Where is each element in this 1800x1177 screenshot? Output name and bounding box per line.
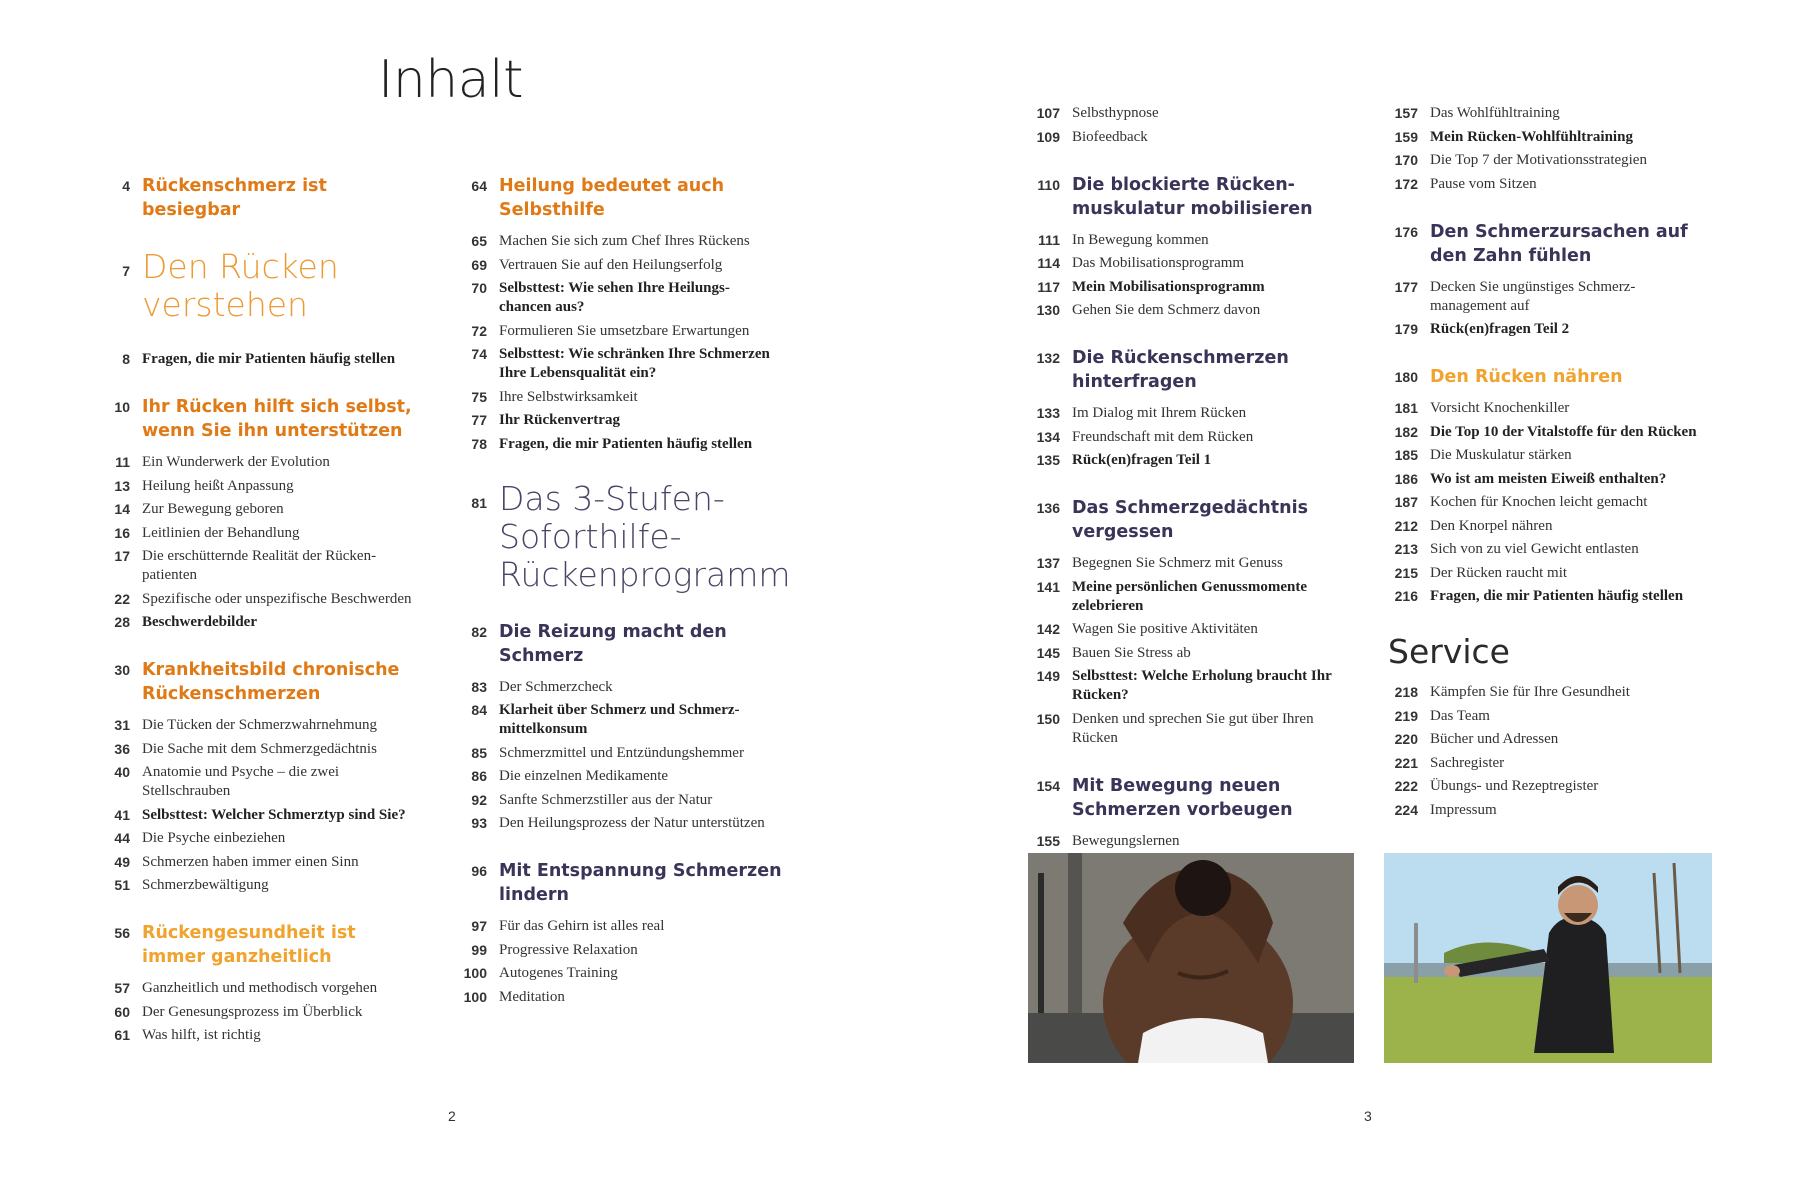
toc-entry	[1388, 540, 1718, 559]
chapter-title: Den Rücken verstehen	[142, 247, 339, 324]
toc-section	[457, 174, 797, 454]
entry-page-number: 78	[471, 435, 487, 452]
entry-title: Der Schmerzcheck	[499, 678, 613, 695]
entry-title: Freundschaft mit dem Rücken	[1072, 428, 1254, 445]
entry-page-number: 70	[471, 280, 487, 296]
entry-page-number: 13	[114, 477, 130, 494]
toc-entry	[457, 701, 797, 739]
entry-page-number: 93	[471, 815, 487, 831]
toc-entry	[457, 256, 797, 275]
entry-title: Selbsthypnose	[1072, 105, 1159, 121]
chapter-page-number: 110	[1037, 176, 1060, 193]
toc-entry	[100, 716, 420, 735]
entry-title: In Bewegung kommen	[1072, 231, 1209, 248]
entry-title: Meine persönlichen Genussmomente zelebrieren	[1072, 578, 1307, 614]
toc-entry	[1030, 832, 1360, 851]
toc-entry	[1388, 446, 1718, 465]
toc-chapter-heading	[100, 395, 420, 443]
toc-entry	[1388, 754, 1718, 773]
entry-page-number: 149	[1036, 668, 1060, 684]
entry-page-number: 41	[114, 806, 130, 823]
entry-page-number: 142	[1036, 621, 1060, 637]
toc-entry	[1388, 175, 1718, 194]
entry-page-number: 16	[114, 524, 130, 541]
entry-title: Ihre Selbstwirksamkeit	[499, 388, 638, 405]
entry-page-number: 75	[471, 388, 487, 405]
entry-page-number: 69	[471, 256, 487, 273]
entry-title: Die einzelnen Medikamente	[499, 768, 669, 784]
toc-section	[100, 248, 420, 324]
entry-page-number: 181	[1394, 400, 1418, 416]
toc-entry	[457, 988, 797, 1007]
entry-title: Pause vom Sitzen	[1430, 175, 1537, 192]
entry-page-number: 65	[471, 233, 487, 249]
toc-entry	[1388, 564, 1718, 583]
entry-page-number: 86	[471, 768, 487, 784]
toc-entry	[457, 345, 797, 383]
toc-entry	[100, 613, 420, 632]
toc-entry	[457, 941, 797, 960]
toc-chapter-heading	[100, 658, 420, 706]
toc-entry	[1030, 231, 1360, 250]
entry-title: Der Genesungsprozess im Überblick	[142, 1003, 363, 1020]
chapter-title: Die blockierte Rücken- muskulatur mobilisieren	[1072, 174, 1313, 219]
entry-title: Machen Sie sich zum Chef Ihres Rückens	[499, 233, 750, 249]
toc-entry	[457, 678, 797, 697]
entry-title: Sanfte Schmerzstiller aus der Natur	[499, 791, 713, 808]
entry-page-number: 14	[114, 501, 130, 517]
toc-entry	[100, 829, 420, 848]
entry-page-number: 170	[1394, 152, 1418, 168]
toc-entry	[1388, 517, 1718, 536]
entry-page-number: 17	[114, 548, 130, 564]
chapter-page-number: 64	[471, 178, 487, 194]
entry-title: Was hilft, ist richtig	[142, 1027, 261, 1043]
entry-page-number: 28	[114, 614, 130, 630]
toc-entry	[1030, 428, 1360, 447]
entry-page-number: 221	[1394, 754, 1418, 771]
entry-page-number: 44	[114, 830, 130, 846]
toc-chapter-heading	[457, 620, 797, 668]
chapter-title: Die Rückenschmerzen hinterfragen	[1072, 348, 1289, 392]
toc-entry	[100, 1026, 420, 1045]
toc-chapter-heading	[100, 248, 420, 324]
toc-entry	[1030, 104, 1360, 123]
entry-title: Kämpfen Sie für Ihre Gesundheit	[1430, 684, 1630, 700]
toc-entry	[1388, 777, 1718, 796]
entry-page-number: 61	[114, 1027, 130, 1043]
entry-title: Vorsicht Knochenkiller	[1430, 400, 1570, 416]
chapter-page-number: 176	[1394, 223, 1418, 240]
entry-title: Den Knorpel nähren	[1430, 517, 1553, 534]
toc-entry	[1388, 730, 1718, 749]
toc-entry	[1030, 710, 1360, 748]
entry-page-number: 40	[114, 764, 130, 780]
toc-entry	[457, 411, 797, 430]
toc-entry	[100, 547, 420, 585]
entry-page-number: 150	[1036, 710, 1060, 727]
toc-entry	[457, 767, 797, 786]
entry-title: Fragen, die mir Patienten häufig stellen	[499, 435, 753, 452]
entry-page-number: 187	[1394, 494, 1418, 510]
toc-column-4	[1388, 104, 1718, 846]
chapter-title: Krankheitsbild chronische Rückenschmerzen	[142, 660, 400, 704]
toc-chapter-heading	[100, 921, 420, 969]
entry-title: Ganzheitlich und methodisch vorgehen	[142, 980, 378, 996]
entry-page-number: 179	[1394, 321, 1418, 337]
entry-page-number: 36	[114, 740, 130, 757]
entry-title: Bauen Sie Stress ab	[1072, 644, 1191, 661]
toc-column-2	[457, 174, 797, 1033]
entry-title: Rück(en)fragen Teil 2	[1430, 321, 1570, 337]
entry-page-number: 114	[1037, 255, 1060, 271]
entry-title: Zur Bewegung geboren	[142, 501, 284, 517]
toc-section	[457, 620, 797, 834]
entry-page-number: 92	[471, 791, 487, 808]
toc-section	[1388, 365, 1718, 606]
entry-title: Wo ist am meisten Eiweiß enthalten?	[1430, 470, 1667, 487]
entry-title: Das Wohlfühltraining	[1430, 105, 1560, 121]
toc-section	[1030, 774, 1360, 851]
entry-page-number: 83	[471, 678, 487, 695]
toc-entry	[457, 917, 797, 936]
toc-entry	[1388, 151, 1718, 170]
entry-title: Die Top 7 der Motivationsstrategien	[1430, 152, 1647, 168]
entry-page-number: 100	[463, 988, 487, 1005]
toc-entry	[1030, 278, 1360, 297]
entry-page-number: 186	[1394, 470, 1418, 487]
chapter-page-number: 96	[471, 863, 487, 879]
toc-entry	[457, 279, 797, 317]
chapter-page-number: 10	[114, 399, 130, 415]
toc-entry	[457, 388, 797, 407]
entry-title: Progressive Relaxation	[499, 941, 638, 958]
entry-page-number: 74	[471, 346, 487, 362]
toc-entry	[100, 853, 420, 872]
entry-title: Die Sache mit dem Schmerzgedächtnis	[142, 740, 377, 757]
chapter-title: Ihr Rücken hilft sich selbst, wenn Sie ihn unterstützen	[142, 397, 412, 441]
page-number-right: 3	[1364, 1108, 1372, 1124]
entry-page-number: 84	[471, 702, 487, 718]
entry-page-number: 57	[114, 980, 130, 996]
toc-section	[100, 921, 420, 1045]
entry-title: Bewegungslernen	[1072, 832, 1180, 849]
entry-title: Die Top 10 der Vitalstoffe für den Rücken	[1430, 423, 1697, 440]
entry-title: Denken und sprechen Sie gut über Ihren Rücken	[1072, 710, 1314, 746]
toc-entry	[100, 453, 420, 472]
toc-entry	[457, 744, 797, 763]
entry-title: Übungs- und Rezeptregister	[1430, 778, 1599, 794]
entry-page-number: 134	[1036, 428, 1060, 445]
entry-title: Heilung heißt Anpassung	[142, 477, 294, 494]
entry-title: Fragen, die mir Patienten häufig stellen	[142, 351, 396, 367]
photo-man-stretching-outdoors	[1384, 853, 1712, 1063]
entry-page-number: 117	[1037, 278, 1060, 295]
entry-page-number: 220	[1394, 731, 1418, 747]
toc-entry	[1388, 683, 1718, 702]
toc-entry	[1030, 578, 1360, 616]
entry-page-number: 141	[1036, 578, 1060, 595]
toc-section	[457, 859, 797, 1007]
entry-title: Die Tücken der Schmerzwahrnehmung	[142, 717, 378, 733]
toc-entry	[100, 740, 420, 759]
entry-title: Die Muskulatur stärken	[1430, 447, 1572, 463]
entry-page-number: 135	[1036, 452, 1060, 468]
entry-title: Spezifische oder unspezifische Beschwerden	[142, 590, 412, 607]
entry-title: Gehen Sie dem Schmerz davon	[1072, 302, 1261, 318]
entry-title: Ihr Rückenvertrag	[499, 412, 620, 428]
entry-title: Decken Sie ungünstiges Schmerz- management auf	[1430, 278, 1636, 314]
chapter-page-number: 81	[471, 494, 487, 511]
chapter-page-number: 30	[114, 662, 130, 678]
entry-page-number: 185	[1394, 447, 1418, 463]
toc-entry	[100, 806, 420, 825]
entry-page-number: 130	[1036, 302, 1060, 318]
chapter-page-number: 4	[122, 178, 130, 194]
entry-title: Die Psyche einbeziehen	[142, 830, 286, 846]
entry-page-number: 72	[471, 322, 487, 339]
toc-entry	[100, 477, 420, 496]
entry-page-number: 22	[114, 590, 130, 607]
entry-title: Biofeedback	[1072, 128, 1148, 145]
entry-title: Kochen für Knochen leicht gemacht	[1430, 494, 1648, 510]
toc-entry	[457, 964, 797, 983]
toc-entry	[1388, 399, 1718, 418]
toc-section	[100, 395, 420, 632]
entry-title: Das Team	[1430, 707, 1490, 724]
toc-section	[1030, 496, 1360, 748]
entry-title: Wagen Sie positive Aktivitäten	[1072, 621, 1258, 637]
toc-chapter-heading	[457, 859, 797, 907]
toc-entry	[457, 232, 797, 251]
chapter-page-number: 154	[1036, 777, 1060, 794]
entry-title: Vertrauen Sie auf den Heilungserfolg	[499, 256, 723, 273]
toc-entry	[100, 763, 420, 801]
toc-entry	[1388, 587, 1718, 606]
entry-page-number: 177	[1394, 278, 1418, 295]
entry-page-number: 85	[471, 744, 487, 761]
entry-title: Rück(en)fragen Teil 1	[1072, 452, 1212, 468]
chapter-title: Heilung bedeutet auch Selbsthilfe	[499, 176, 725, 220]
entry-page-number: 212	[1394, 517, 1418, 534]
toc-entry	[1030, 620, 1360, 639]
entry-page-number: 133	[1036, 405, 1060, 421]
entry-title: Sachregister	[1430, 754, 1505, 771]
entry-page-number: 157	[1394, 105, 1418, 121]
toc-entry	[1030, 301, 1360, 320]
entry-page-number: 172	[1394, 175, 1418, 192]
toc-entry	[1388, 801, 1718, 820]
entry-title: Bücher und Adressen	[1430, 731, 1559, 747]
entry-title: Mein Rücken-Wohlfühltraining	[1430, 128, 1633, 145]
entry-page-number: 51	[114, 877, 130, 893]
entry-title: Klarheit über Schmerz und Schmerz- mittelkonsum	[499, 702, 740, 737]
entry-page-number: 137	[1036, 555, 1060, 571]
chapter-title: Den Schmerzursachen auf den Zahn fühlen	[1430, 221, 1688, 266]
entry-page-number: 219	[1394, 707, 1418, 724]
entry-title: Beschwerdebilder	[142, 614, 257, 630]
entry-title: Schmerzen haben immer einen Sinn	[142, 853, 359, 870]
toc-chapter-heading	[457, 174, 797, 222]
chapter-page-number: 136	[1036, 500, 1060, 516]
chapter-page-number: 180	[1394, 369, 1418, 385]
toc-entry	[1388, 423, 1718, 442]
toc-entry	[1030, 404, 1360, 423]
toc-section	[1030, 104, 1360, 147]
page-title: Inhalt	[378, 50, 523, 110]
entry-page-number: 218	[1394, 684, 1418, 700]
chapter-title: Mit Entspannung Schmerzen lindern	[499, 861, 782, 905]
toc-entry	[100, 350, 420, 369]
entry-page-number: 111	[1038, 231, 1060, 248]
toc-entry	[1388, 493, 1718, 512]
entry-page-number: 97	[471, 918, 487, 934]
entry-title: Schmerzmittel und Entzündungshemmer	[499, 744, 744, 761]
toc-section	[100, 350, 420, 369]
chapter-page-number: 56	[114, 925, 130, 941]
toc-chapter-heading	[1030, 346, 1360, 394]
entry-page-number: 31	[114, 717, 130, 733]
entry-title: Selbsttest: Welcher Schmerztyp sind Sie?	[142, 806, 406, 823]
service-heading: Service	[1388, 632, 1510, 671]
entry-title: Begegnen Sie Schmerz mit Genuss	[1072, 555, 1283, 571]
chapter-title: Die Reizung macht den Schmerz	[499, 621, 727, 666]
toc-entry	[1030, 667, 1360, 705]
toc-section	[1388, 104, 1718, 194]
entry-page-number: 222	[1394, 778, 1418, 794]
entry-title: Fragen, die mir Patienten häufig stellen	[1430, 588, 1684, 604]
toc-section	[100, 174, 420, 222]
toc-chapter-heading	[1388, 220, 1718, 268]
toc-column-3	[1030, 104, 1360, 877]
chapter-title: Den Rücken nähren	[1430, 367, 1623, 387]
toc-entry	[1388, 278, 1718, 316]
entry-page-number: 216	[1394, 588, 1418, 604]
entry-title: Formulieren Sie umsetzbare Erwartungen	[499, 322, 750, 339]
entry-title: Leitlinien der Behandlung	[142, 524, 300, 541]
entry-page-number: 182	[1394, 423, 1418, 440]
toc-chapter-heading	[100, 174, 420, 222]
entry-title: Selbsttest: Welche Erholung braucht Ihr Rücken?	[1072, 668, 1332, 703]
toc-section	[100, 658, 420, 895]
toc-chapter-heading	[1030, 496, 1360, 544]
entry-page-number: 145	[1036, 644, 1060, 661]
toc-entry	[100, 1003, 420, 1022]
toc-section	[1030, 173, 1360, 321]
chapter-title: Das Schmerzgedächtnis vergessen	[1072, 498, 1309, 542]
toc-entry	[457, 814, 797, 833]
toc-entry	[1030, 128, 1360, 147]
entry-page-number: 49	[114, 853, 130, 870]
toc-entry	[457, 435, 797, 454]
toc-entry	[1388, 104, 1718, 123]
chapter-title: Rückengesundheit ist immer ganzheitlich	[142, 923, 356, 967]
photo-woman-stretching	[1028, 853, 1354, 1063]
toc-entry	[1388, 128, 1718, 147]
entry-title: Sich von zu viel Gewicht entlasten	[1430, 541, 1639, 557]
entry-title: Der Rücken raucht mit	[1430, 564, 1568, 581]
toc-chapter-heading	[457, 480, 797, 594]
toc-entry	[1388, 707, 1718, 726]
entry-page-number: 155	[1036, 832, 1060, 849]
toc-entry	[100, 876, 420, 895]
chapter-page-number: 7	[122, 263, 130, 279]
entry-page-number: 224	[1394, 801, 1418, 818]
chapter-page-number: 82	[471, 623, 487, 640]
toc-column-1	[100, 174, 420, 1071]
entry-title: Das Mobilisationsprogramm	[1072, 255, 1245, 271]
entry-title: Die erschütternde Realität der Rücken- patienten	[142, 548, 377, 583]
entry-page-number: 109	[1036, 128, 1060, 145]
entry-title: Meditation	[499, 988, 565, 1005]
toc-entry	[1030, 451, 1360, 470]
entry-page-number: 107	[1036, 105, 1060, 121]
toc-entry	[1388, 320, 1718, 339]
entry-title: Für das Gehirn ist alles real	[499, 918, 665, 934]
toc-section	[1030, 346, 1360, 470]
toc-entry	[457, 791, 797, 810]
entry-title: Autogenes Training	[499, 965, 618, 981]
toc-entry	[100, 979, 420, 998]
toc-entry	[100, 500, 420, 519]
entry-page-number: 60	[114, 1003, 130, 1020]
toc-section	[1388, 632, 1718, 820]
entry-page-number: 215	[1394, 564, 1418, 581]
chapter-page-number: 132	[1036, 350, 1060, 366]
toc-chapter-heading	[1388, 365, 1718, 389]
entry-title: Selbsttest: Wie schränken Ihre Schmerzen Ihre Lebensqualität ein?	[499, 346, 770, 381]
toc-chapter-heading	[1030, 774, 1360, 822]
page-number-left: 2	[448, 1108, 456, 1124]
toc-entry	[1030, 254, 1360, 273]
entry-title: Ein Wunderwerk der Evolution	[142, 454, 330, 470]
entry-title: Selbsttest: Wie sehen Ihre Heilungs- chancen aus?	[499, 280, 730, 315]
entry-page-number: 100	[463, 965, 487, 981]
chapter-title: Mit Bewegung neuen Schmerzen vorbeugen	[1072, 775, 1293, 820]
toc-entry	[100, 524, 420, 543]
entry-page-number: 159	[1394, 128, 1418, 145]
entry-title: Den Heilungsprozess der Natur unterstützen	[499, 815, 765, 831]
entry-title: Mein Mobilisationsprogramm	[1072, 278, 1265, 295]
entry-title: Anatomie und Psyche – die zwei Stellschrauben	[142, 764, 340, 799]
toc-entry	[1030, 554, 1360, 573]
entry-page-number: 11	[115, 454, 130, 470]
chapter-title: Rückenschmerz ist besiegbar	[142, 176, 327, 220]
toc-section	[1388, 220, 1718, 340]
entry-title: Schmerzbewältigung	[142, 877, 269, 893]
entry-page-number: 99	[471, 941, 487, 958]
toc-section	[457, 480, 797, 594]
entry-page-number: 213	[1394, 541, 1418, 557]
toc-entry	[1388, 470, 1718, 489]
entry-title: Impressum	[1430, 801, 1497, 818]
toc-entry	[100, 590, 420, 609]
entry-title: Im Dialog mit Ihrem Rücken	[1072, 405, 1247, 421]
toc-entry	[1030, 644, 1360, 663]
entry-page-number: 77	[471, 412, 487, 428]
toc-chapter-heading	[1030, 173, 1360, 221]
chapter-title: Das 3-Stufen- Soforthilfe- Rückenprogramm	[499, 478, 791, 594]
entry-page-number: 8	[122, 351, 130, 367]
toc-entry	[457, 322, 797, 341]
